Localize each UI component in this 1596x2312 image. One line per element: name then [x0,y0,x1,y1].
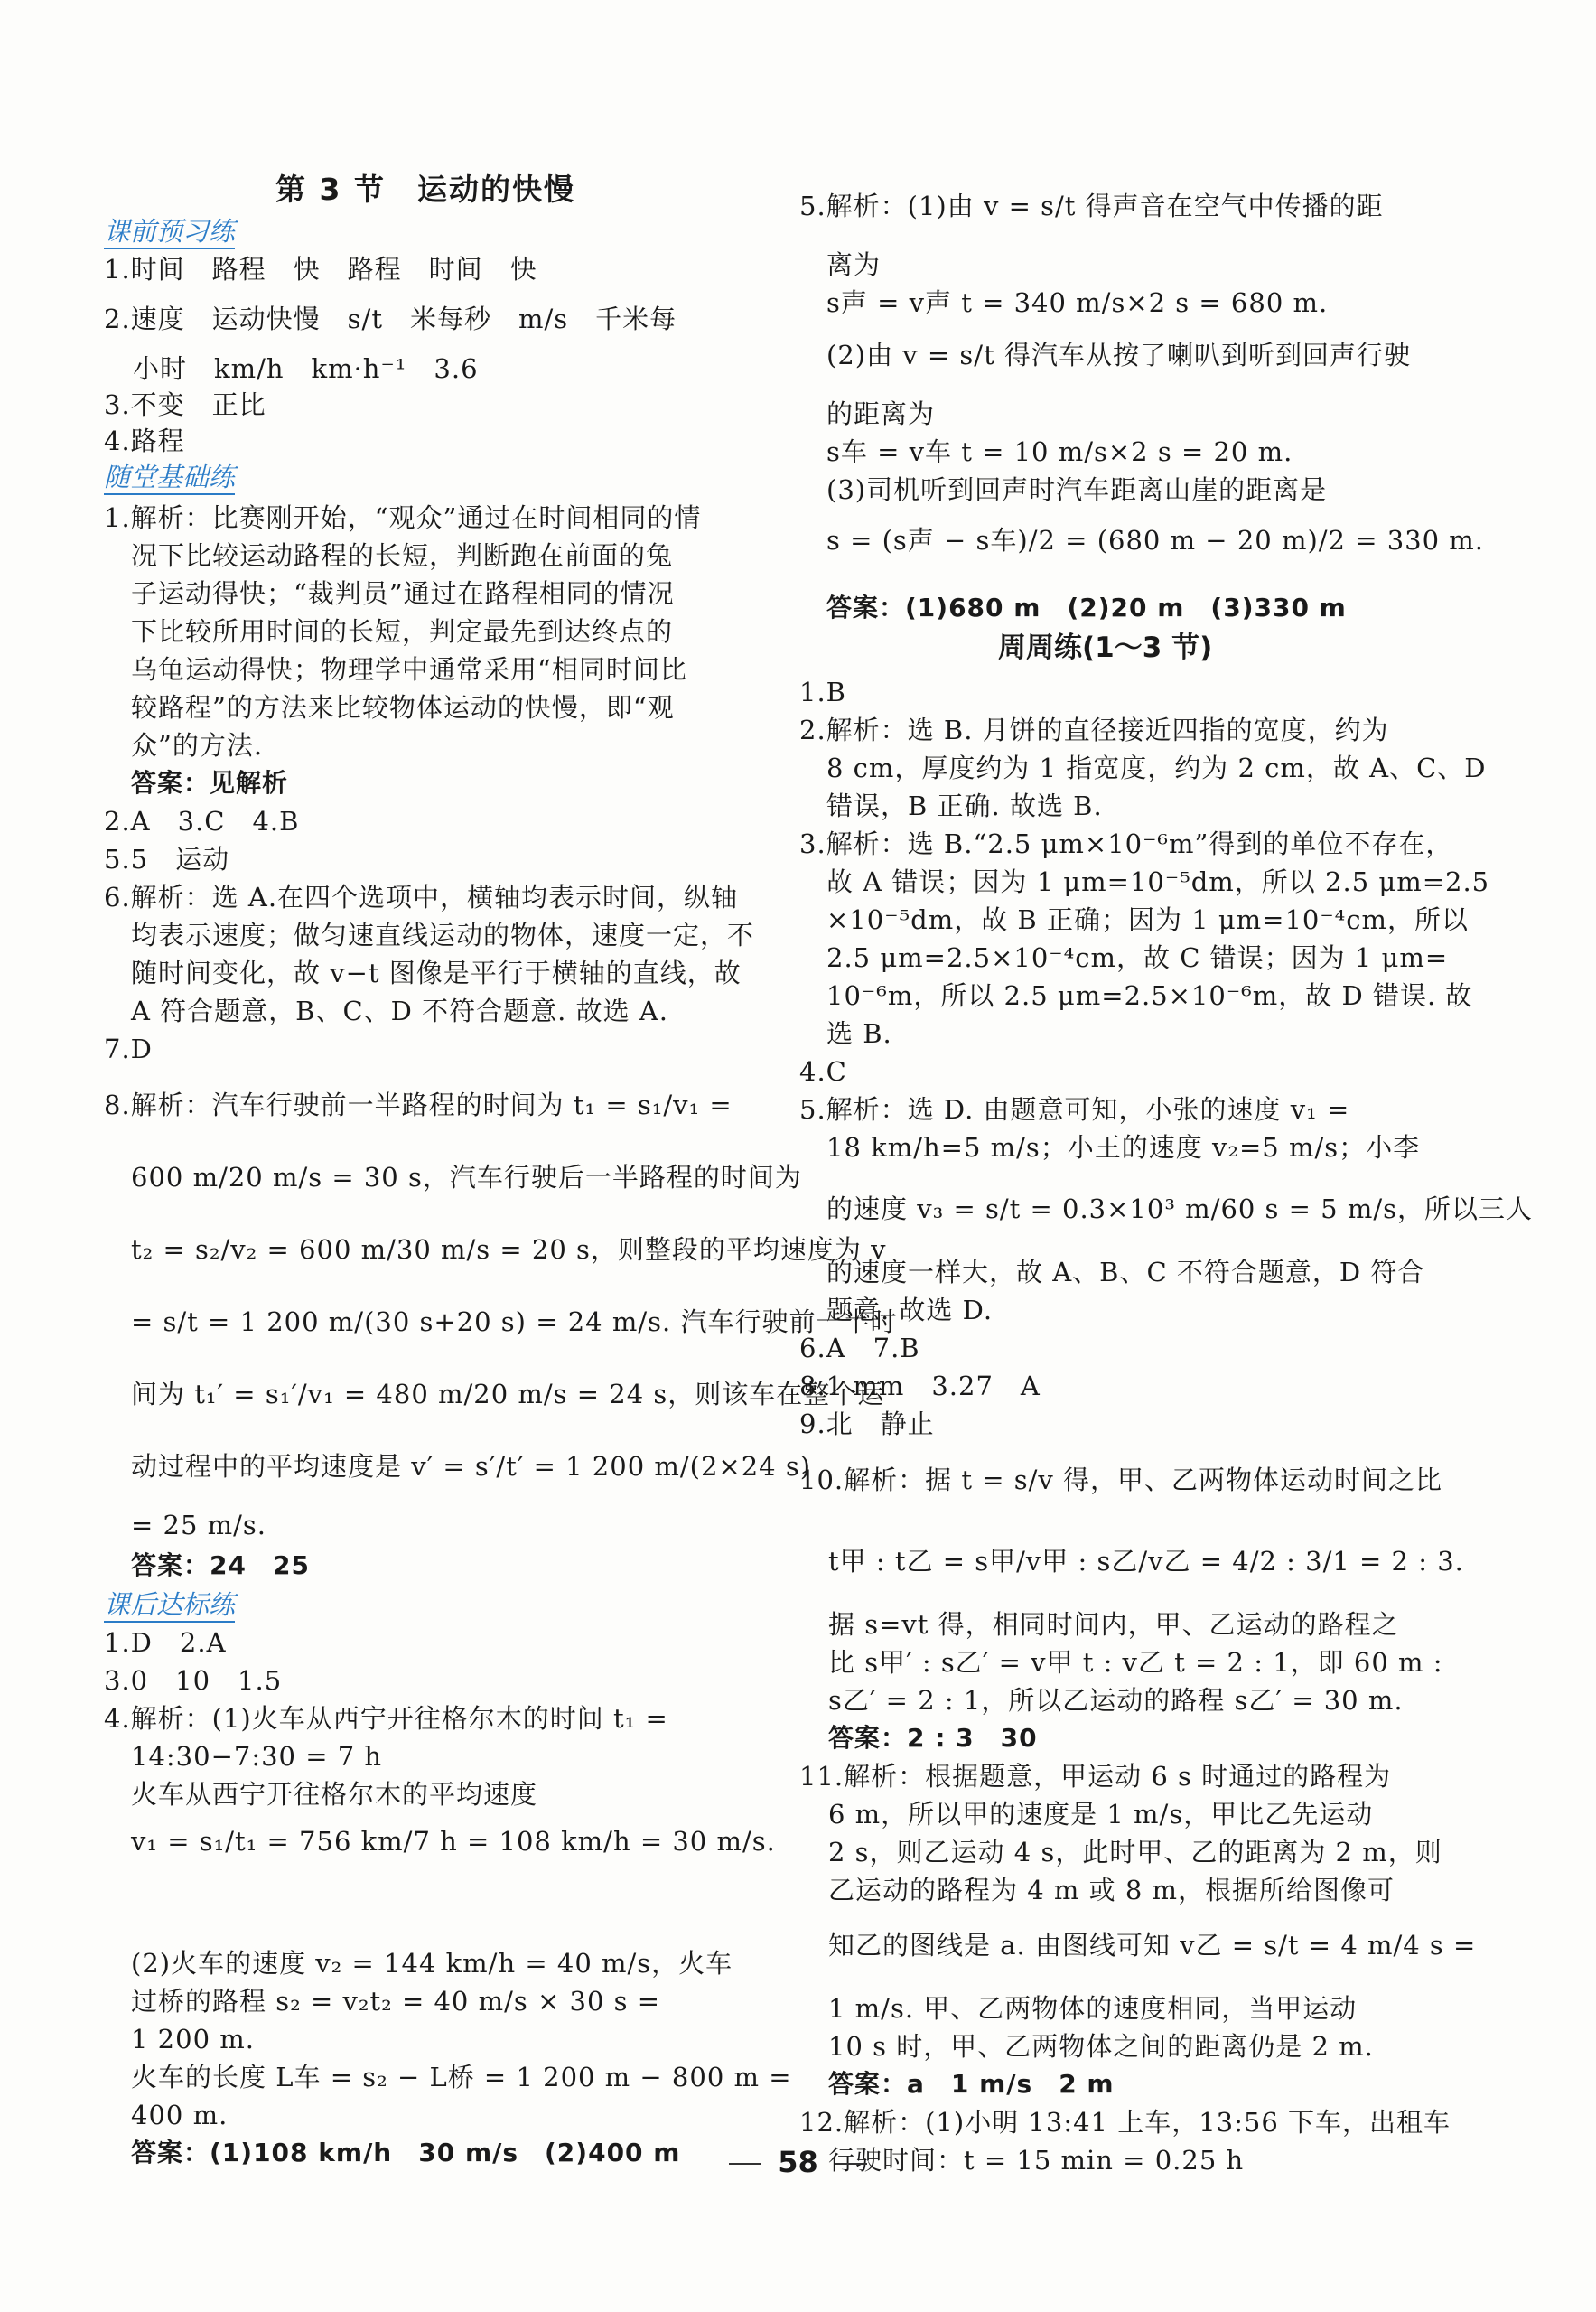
answer-line: 2.5 μm=2.5×10⁻⁴cm，故 C 错误；因为 1 μm= [826,942,1449,973]
answer-line: 2 s，则乙运动 4 s，此时甲、乙的距离为 2 m，则 [828,1837,1442,1867]
answer-line: 2.速度 运动快慢 s/t 米每秒 m/s 千米每 [104,304,677,334]
answer-line: 据 s=vt 得，相同时间内，甲、乙运动的路程之 [828,1609,1399,1640]
divider [729,2163,761,2165]
answer-line: s = (s声 − s车)/2 = (680 m − 20 m)/2 = 330 m. [826,525,1484,556]
answer-line: 离为 [826,249,882,280]
section-heading-pre-class: 课前预习练 [104,215,235,249]
answer-line: 1.B [799,677,846,707]
answer-line: 4.解析：(1)火车从西宁开往格尔木的时间 t₁ = [104,1703,668,1734]
answer-line: 小时 km/h km·h⁻¹ 3.6 [133,353,479,384]
answer-line: 答案：2 : 3 30 [828,1723,1038,1753]
answer-line: 10 s 时，甲、乙两物体之间的距离仍是 2 m. [828,2031,1374,2062]
answer-line: s声 = v声 t = 340 m/s×2 s = 680 m. [826,287,1329,318]
answer-line: 行驶时间：t = 15 min = 0.25 h [828,2145,1245,2176]
answer-line: 较路程”的方法来比较物体运动的快慢，即“观 [131,692,675,723]
answer-line: 火车的长度 L车 = s₂ − L桥 = 1 200 m − 800 m = [131,2062,792,2092]
answer-line: 3.解析：选 B.“2.5 μm×10⁻⁶m”得到的单位不存在， [799,828,1453,859]
answer-line: 1.时间 路程 快 路程 时间 快 [104,254,537,285]
section-heading-in-class: 随堂基础练 [104,461,235,495]
answer-line: A 符合题意，B、C、D 不符合题意. 故选 A. [131,996,668,1026]
answer-line: 1.D 2.A [104,1627,227,1658]
answer-line: 动过程中的平均速度是 v′ = s′/t′ = 1 200 m/(2×24 s) [131,1451,812,1482]
answer-line: 5.解析：选 D. 由题意可知，小张的速度 v₁ = [799,1094,1350,1125]
answer-line: 均表示速度；做匀速直线运动的物体，速度一定，不 [131,920,755,950]
answer-line: 错误，B 正确. 故选 B. [826,791,1103,821]
answer-line: 的速度一样大，故 A、B、C 不符合题意，D 符合 [826,1257,1425,1287]
answer-line: 答案：a 1 m/s 2 m [828,2069,1115,2099]
answer-line: 子运动得快；“裁判员”通过在路程相同的情况 [131,578,675,609]
answer-line: 6.A 7.B [799,1333,920,1363]
answer-line: 2.解析：选 B. 月饼的直径接近四指的宽度，约为 [799,715,1389,745]
answer-line: 知乙的图线是 a. 由图线可知 v乙 = s/t = 4 m/4 s = [828,1930,1477,1961]
answer-line: 11.解析：根据题意，甲运动 6 s 时通过的路程为 [799,1761,1392,1792]
answer-line: s车 = v车 t = 10 m/s×2 s = 20 m. [826,436,1293,467]
answer-line: 12.解析：(1)小明 13:41 上车，13:56 下车，出租车 [799,2107,1451,2138]
answer-line: 题意. 故选 D. [826,1295,994,1325]
answer-line: 3.0 10 1.5 [104,1665,283,1696]
answer-line: 18 km/h=5 m/s；小王的速度 v₂=5 m/s；小李 [826,1132,1421,1163]
answer-line: 间为 t₁′ = s₁′/v₁ = 480 m/20 m/s = 24 s，则该车在整个运 [131,1379,885,1409]
answer-line: 10⁻⁶m，所以 2.5 μm=2.5×10⁻⁶m，故 D 错误. 故 [826,980,1473,1011]
answer-line: (3)司机听到回声时汽车距离山崖的距离是 [826,474,1328,505]
answer-line: 比 s甲′ : s乙′ = v甲 t : v乙 t = 2 : 1，即 60 m : [828,1647,1443,1678]
divider [835,2163,867,2165]
answer-line: 6 m，所以甲的速度是 1 m/s，甲比乙先运动 [828,1799,1374,1830]
answer-line: 过桥的路程 s₂ = v₂t₂ = 40 m/s × 30 s = [131,1986,661,2017]
section-heading-after-class: 课后达标练 [104,1588,235,1623]
answer-line: 答案：见解析 [131,768,289,798]
answer-line: ×10⁻⁵dm，故 B 正确；因为 1 μm=10⁻⁴cm，所以 [826,904,1470,935]
answer-line: 7.D [104,1034,153,1064]
answer-line: 5.5 运动 [104,844,230,875]
answer-line: 5.解析：(1)由 v = s/t 得声音在空气中传播的距 [799,191,1384,221]
answer-line: = 25 m/s. [131,1510,267,1540]
page-number-footer [0,2145,1596,2179]
answer-line: 下比较所用时间的长短，判定最先到达终点的 [131,616,674,647]
answer-line: 乙运动的路程为 4 m 或 8 m，根据所给图像可 [828,1875,1395,1905]
answer-line: 选 B. [826,1018,892,1049]
answer-line: 1 200 m. [131,2024,255,2055]
answer-line: 的距离为 [826,398,936,429]
answer-line: t₂ = s₂/v₂ = 600 m/30 m/s = 20 s，则整段的平均速度为 v [131,1234,887,1265]
answer-line: v₁ = s₁/t₁ = 756 km/7 h = 108 km/h = 30 m/s. [131,1826,776,1857]
answer-line: 3.不变 正比 [104,389,266,420]
answer-line: 况下比较运动路程的长短，判断跑在前面的兔 [131,540,674,571]
weekly-practice-title: 周周练(1～3 节) [998,632,1213,664]
answer-line: 的速度 v₃ = s/t = 0.3×10³ m/60 s = 5 m/s，所以三人 [826,1193,1533,1224]
answer-line: 1 m/s. 甲、乙两物体的速度相同，当甲运动 [828,1993,1358,2024]
answer-line: (2)由 v = s/t 得汽车从按了喇叭到听到回声行驶 [826,340,1411,370]
answer-line: 答案：24 25 [131,1550,310,1580]
answer-line: t甲 : t乙 = s甲/v甲 : s乙/v乙 = 4/2 : 3/1 = 2 : 3. [828,1546,1464,1577]
answer-line: 600 m/20 m/s = 30 s，汽车行驶后一半路程的时间为 [131,1162,802,1193]
answer-line: 众”的方法. [131,730,264,761]
answer-line: 答案：(1)680 m (2)20 m (3)330 m [826,593,1347,622]
answer-line: 4.路程 [104,426,185,456]
answer-line: 乌龟运动得快；物理学中通常采用“相同时间比 [131,654,687,685]
answer-line: 8 cm，厚度约为 1 指宽度，约为 2 cm，故 A、C、D [826,753,1487,783]
answer-line: 10.解析：据 t = s/v 得，甲、乙两物体运动时间之比 [799,1465,1442,1495]
answer-line: s乙′ = 2 : 1，所以乙运动的路程 s乙′ = 30 m. [828,1685,1404,1716]
answer-line: 答案：(1)108 km/h 30 m/s (2)400 m [131,2138,681,2167]
answer-line: 故 A 错误；因为 1 μm=10⁻⁵dm，所以 2.5 μm=2.5 [826,866,1490,897]
chapter-title: 第 3 节 运动的快慢 [275,172,575,207]
answer-line: 400 m. [131,2100,229,2130]
answer-line: (2)火车的速度 v₂ = 144 km/h = 40 m/s，火车 [131,1948,733,1979]
answer-line: 14:30−7:30 = 7 h [131,1741,383,1772]
answer-line: 8.1 mm 3.27 A [799,1371,1041,1401]
answer-line: 4.C [799,1056,847,1087]
answer-line: 2.A 3.C 4.B [104,806,300,837]
page-number: 58 [778,2145,818,2179]
answer-line: 8.解析：汽车行驶前一半路程的时间为 t₁ = s₁/v₁ = [104,1090,733,1120]
answer-line: = s/t = 1 200 m/(30 s+20 s) = 24 m/s. 汽车行驶前一半时 [131,1306,898,1337]
answer-line: 随时间变化，故 v−t 图像是平行于横轴的直线，故 [131,958,742,988]
answer-line: 9.北 静止 [799,1409,935,1439]
answer-line: 6.解析：选 A.在四个选项中，横轴均表示时间，纵轴 [104,882,739,913]
answer-line: 火车从西宁开往格尔木的平均速度 [131,1779,538,1810]
answer-line: 1.解析：比赛刚开始，“观众”通过在时间相同的情 [104,502,702,533]
